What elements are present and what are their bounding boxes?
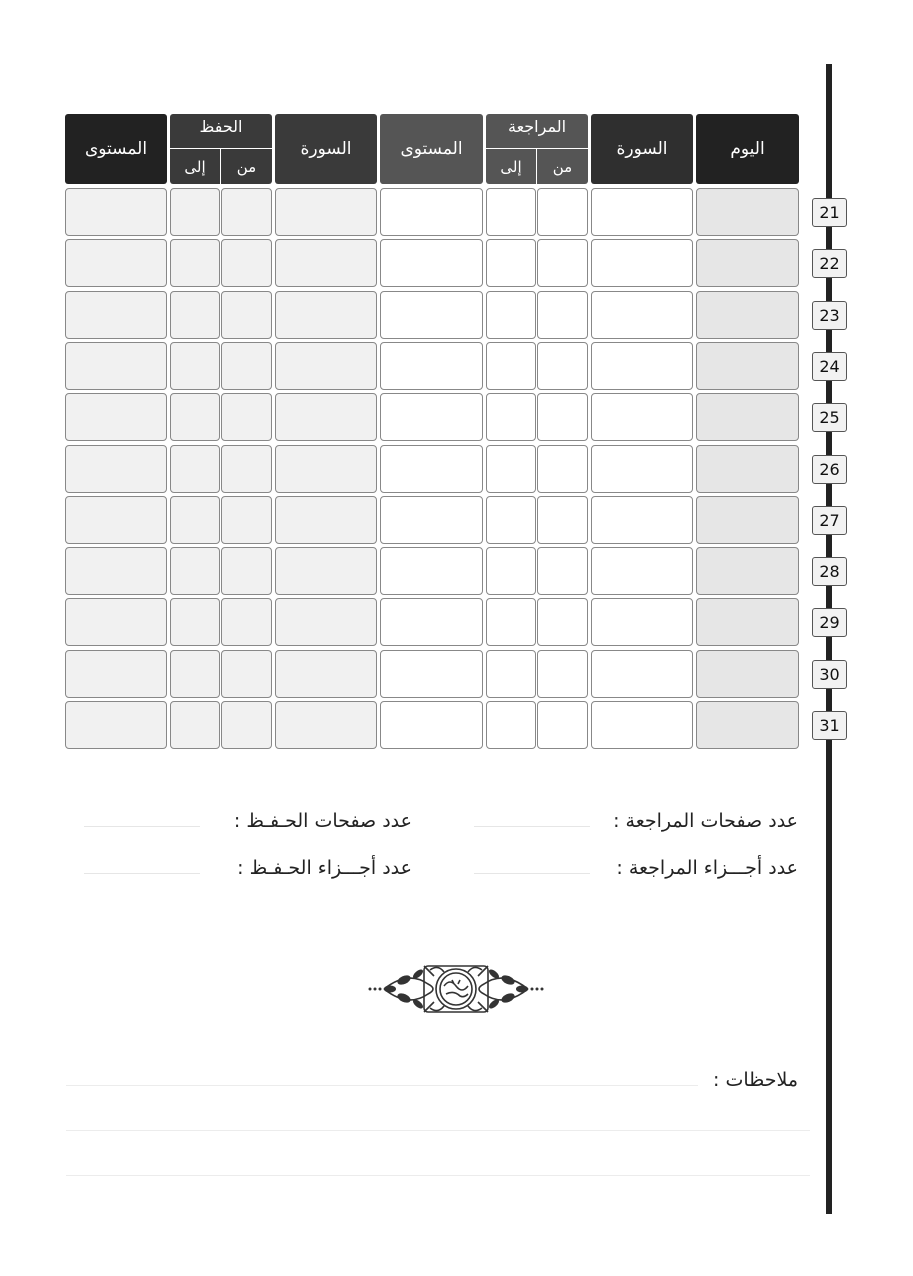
day-cell[interactable] (696, 445, 799, 493)
memo-level-cell[interactable] (65, 701, 167, 749)
memo-from-cell[interactable] (221, 701, 272, 749)
day-number-tab: 23 (812, 301, 847, 330)
memo-from-cell[interactable] (221, 445, 272, 493)
day-cell[interactable] (696, 547, 799, 595)
memo-from-cell[interactable] (221, 239, 272, 287)
review-level-cell[interactable] (380, 701, 483, 749)
memo-to-cell[interactable] (170, 496, 220, 544)
review-level-cell[interactable] (380, 547, 483, 595)
day-number-tab: 21 (812, 198, 847, 227)
day-cell[interactable] (696, 188, 799, 236)
notes-line-1[interactable] (66, 1085, 698, 1086)
binding-spine (826, 64, 832, 1214)
review-from-cell[interactable] (537, 598, 588, 646)
review-parts-label: عدد أجـــزاء المراجعة : (616, 857, 798, 879)
review-to-cell[interactable] (486, 547, 536, 595)
memo-surah-cell[interactable] (275, 393, 377, 441)
review-surah-cell[interactable] (591, 188, 693, 236)
review-from-cell[interactable] (537, 188, 588, 236)
memo-level-cell[interactable] (65, 188, 167, 236)
header-review-level-label: المستوى (400, 139, 463, 159)
day-number-tab: 24 (812, 352, 847, 381)
memo-surah-cell[interactable] (275, 291, 377, 339)
day-cell[interactable] (696, 291, 799, 339)
review-to-cell[interactable] (486, 393, 536, 441)
memo-surah-cell[interactable] (275, 342, 377, 390)
review-from-cell[interactable] (537, 701, 588, 749)
memo-to-cell[interactable] (170, 291, 220, 339)
header-day-label: اليوم (730, 139, 765, 159)
day-cell[interactable] (696, 342, 799, 390)
memo-surah-cell[interactable] (275, 239, 377, 287)
review-pages-line[interactable] (474, 826, 590, 827)
memo-pages-line[interactable] (84, 826, 200, 827)
review-level-cell[interactable] (380, 393, 483, 441)
day-number-tab: 30 (812, 660, 847, 689)
memo-level-cell[interactable] (65, 445, 167, 493)
memo-parts-label: عدد أجـــزاء الحـفـظ : (237, 857, 412, 879)
memo-to-cell[interactable] (170, 188, 220, 236)
header-memo-surah-label: السورة (300, 139, 352, 159)
review-surah-cell[interactable] (591, 598, 693, 646)
memo-level-cell[interactable] (65, 547, 167, 595)
memo-to-cell[interactable] (170, 650, 220, 698)
memo-from-cell[interactable] (221, 342, 272, 390)
review-surah-cell[interactable] (591, 291, 693, 339)
day-number-tab: 22 (812, 249, 847, 278)
review-to-cell[interactable] (486, 291, 536, 339)
header-review-from: من (552, 157, 573, 176)
header-memo-level (65, 114, 167, 184)
review-to-cell[interactable] (486, 239, 536, 287)
header-review-surah-label: السورة (616, 139, 668, 159)
review-level-cell[interactable] (380, 239, 483, 287)
review-from-cell[interactable] (537, 342, 588, 390)
review-from-cell[interactable] (537, 496, 588, 544)
memo-level-cell[interactable] (65, 291, 167, 339)
memo-to-cell[interactable] (170, 547, 220, 595)
day-number-tab: 27 (812, 506, 847, 535)
review-surah-cell[interactable] (591, 650, 693, 698)
memo-from-cell[interactable] (221, 393, 272, 441)
memo-to-cell[interactable] (170, 239, 220, 287)
memo-level-cell[interactable] (65, 598, 167, 646)
review-parts-line[interactable] (474, 873, 590, 874)
memo-level-cell[interactable] (65, 342, 167, 390)
memo-surah-cell[interactable] (275, 547, 377, 595)
review-from-cell[interactable] (537, 650, 588, 698)
review-level-cell[interactable] (380, 188, 483, 236)
day-cell[interactable] (696, 650, 799, 698)
review-from-cell[interactable] (537, 291, 588, 339)
memo-from-cell[interactable] (221, 291, 272, 339)
memo-surah-cell[interactable] (275, 188, 377, 236)
review-level-cell[interactable] (380, 496, 483, 544)
review-level-cell[interactable] (380, 650, 483, 698)
memo-from-cell[interactable] (221, 188, 272, 236)
review-surah-cell[interactable] (591, 496, 693, 544)
header-memo-level-label: المستوى (84, 139, 148, 159)
day-cell[interactable] (696, 239, 799, 287)
review-to-cell[interactable] (486, 445, 536, 493)
memo-to-cell[interactable] (170, 445, 220, 493)
header-memo-label: الحفظ (199, 117, 243, 136)
header-day (696, 114, 799, 184)
memo-from-cell[interactable] (221, 496, 272, 544)
header-memo-col-divider (220, 149, 221, 184)
memo-from-cell[interactable] (221, 547, 272, 595)
header-memo-surah (275, 114, 377, 184)
memo-surah-cell[interactable] (275, 701, 377, 749)
review-surah-cell[interactable] (591, 445, 693, 493)
review-surah-cell[interactable] (591, 547, 693, 595)
review-to-cell[interactable] (486, 650, 536, 698)
header-review-col-divider (536, 149, 537, 184)
notes-label: ملاحظات : (713, 1069, 798, 1091)
header-memo-from: من (236, 157, 257, 176)
memo-level-cell[interactable] (65, 496, 167, 544)
review-to-cell[interactable] (486, 496, 536, 544)
review-to-cell[interactable] (486, 701, 536, 749)
header-memo (170, 114, 272, 184)
memo-level-cell[interactable] (65, 239, 167, 287)
notes-line-2[interactable] (66, 1130, 810, 1131)
day-cell[interactable] (696, 496, 799, 544)
review-from-cell[interactable] (537, 393, 588, 441)
review-level-cell[interactable] (380, 342, 483, 390)
header-review (486, 114, 588, 184)
day-number-tab: 31 (812, 711, 847, 740)
review-surah-cell[interactable] (591, 701, 693, 749)
memo-parts-line[interactable] (84, 873, 200, 874)
review-to-cell[interactable] (486, 188, 536, 236)
day-cell[interactable] (696, 598, 799, 646)
memo-surah-cell[interactable] (275, 598, 377, 646)
day-number-tab: 26 (812, 455, 847, 484)
review-surah-cell[interactable] (591, 393, 693, 441)
review-level-cell[interactable] (380, 598, 483, 646)
header-review-surah (591, 114, 693, 184)
memo-surah-cell[interactable] (275, 445, 377, 493)
arabesque-ornament-icon (368, 960, 544, 1018)
memo-from-cell[interactable] (221, 650, 272, 698)
day-cell[interactable] (696, 393, 799, 441)
review-from-cell[interactable] (537, 239, 588, 287)
header-review-to: إلى (500, 157, 522, 176)
memo-to-cell[interactable] (170, 393, 220, 441)
memo-level-cell[interactable] (65, 393, 167, 441)
day-cell[interactable] (696, 701, 799, 749)
header-memo-to: إلى (184, 157, 206, 176)
header-review-label: المراجعة (507, 117, 567, 136)
notes-line-3[interactable] (66, 1175, 810, 1176)
day-number-tab: 25 (812, 403, 847, 432)
review-level-cell[interactable] (380, 445, 483, 493)
day-number-tab: 29 (812, 608, 847, 637)
memo-surah-cell[interactable] (275, 650, 377, 698)
memo-to-cell[interactable] (170, 598, 220, 646)
review-from-cell[interactable] (537, 445, 588, 493)
review-surah-cell[interactable] (591, 239, 693, 287)
review-level-cell[interactable] (380, 291, 483, 339)
review-to-cell[interactable] (486, 342, 536, 390)
review-to-cell[interactable] (486, 598, 536, 646)
memo-from-cell[interactable] (221, 598, 272, 646)
memo-pages-label: عدد صفحات الحـفـظ : (233, 810, 412, 832)
review-surah-cell[interactable] (591, 342, 693, 390)
memo-surah-cell[interactable] (275, 496, 377, 544)
day-number-tab: 28 (812, 557, 847, 586)
memo-to-cell[interactable] (170, 342, 220, 390)
review-from-cell[interactable] (537, 547, 588, 595)
memo-to-cell[interactable] (170, 701, 220, 749)
review-pages-label: عدد صفحات المراجعة : (613, 810, 798, 832)
header-review-level (380, 114, 483, 184)
memo-level-cell[interactable] (65, 650, 167, 698)
